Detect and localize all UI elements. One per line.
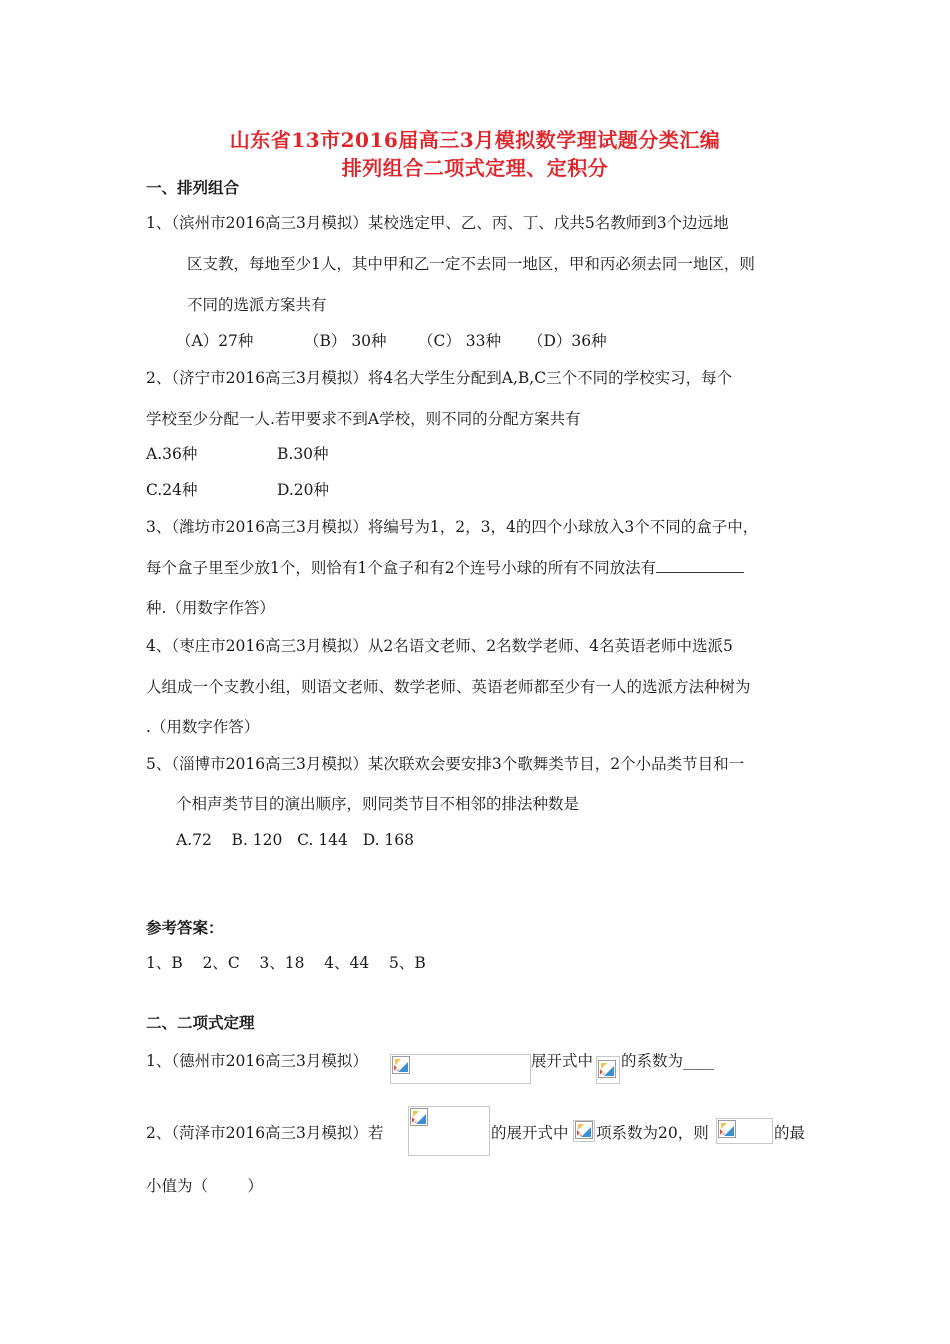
q4-line2: 人组成一个支教小组，则语文老师、数学老师、英语老师都至少有一人的选派方法种树为	[146, 678, 751, 696]
q1-option-a: （A）27种	[176, 332, 254, 350]
formula-image	[390, 1054, 531, 1084]
q1-line1: 1、（滨州市2016高三3月模拟）某校选定甲、乙、丙、丁、戊共5名教师到3个边远地	[146, 214, 729, 232]
s2-q1-prefix: 1、（德州市2016高三3月模拟）	[146, 1052, 368, 1070]
q5-line1: 5、（淄博市2016高三3月模拟）某次联欢会要安排3个歌舞类节目，2个小品类节目和一	[146, 755, 745, 773]
section2-heading: 二、二项式定理	[146, 1013, 255, 1032]
q2-option-d: D.20种	[277, 481, 330, 499]
answers-heading: 参考答案：	[146, 918, 224, 937]
s2-q1-suffix: 的系数为____	[621, 1052, 715, 1070]
broken-image-icon	[718, 1120, 736, 1138]
q1-line2: 区支教，每地至少1人，其中甲和乙一定不去同一地区，甲和丙必须去同一地区，则	[187, 255, 755, 273]
section1-heading: 一、排列组合	[146, 178, 240, 197]
broken-image-icon	[575, 1121, 593, 1139]
q3-line2: 每个盒子里至少放1个，则恰有1个盒子和有2个连号小球的所有不同放法有	[146, 558, 744, 578]
q2-option-c: C.24种	[146, 481, 198, 499]
broken-image-icon	[598, 1060, 616, 1078]
s2-q2-line2: 小值为（ ）	[146, 1177, 263, 1195]
s2-q2-mid1: 的展开式中	[491, 1124, 569, 1142]
document-title: 山东省13市2016届高三3月模拟数学理试题分类汇编	[229, 128, 721, 152]
q2-line1: 2、（济宁市2016高三3月模拟）将4名大学生分配到A,B,C三个不同的学校实习，每个	[146, 369, 733, 387]
s2-q1-mid: 展开式中	[531, 1052, 594, 1070]
q1-line3: 不同的选派方案共有	[187, 296, 327, 314]
answers-list: 1、B 2、C 3、18 4、44 5、B	[146, 954, 426, 972]
q1-option-c: （C） 33种	[418, 332, 502, 350]
q2-option-a: A.36种	[146, 445, 198, 463]
q2-option-b: B.30种	[277, 445, 329, 463]
answer-blank	[656, 558, 744, 573]
s2-q2-suffix: 的最	[774, 1124, 806, 1142]
q2-line2: 学校至少分配一人.若甲要求不到A学校，则不同的分配方案共有	[146, 410, 581, 428]
q5-options: A.72 B. 120 C. 144 D. 168	[176, 831, 415, 849]
s2-q2-prefix: 2、（菏泽市2016高三3月模拟）若	[146, 1124, 384, 1142]
q5-line2: 个相声类节目的演出顺序，则同类节目不相邻的排法种数是	[176, 795, 580, 813]
q1-option-d: （D）36种	[528, 332, 607, 350]
q3-line1: 3、（潍坊市2016高三3月模拟）将编号为1，2，3，4的四个小球放入3个不同的盒子中，	[146, 518, 759, 536]
q4-line3: .（用数字作答）	[146, 718, 260, 736]
s2-q2-mid2: 项系数为20，则	[596, 1124, 709, 1142]
document-subtitle: 排列组合二项式定理、定积分	[341, 156, 609, 180]
broken-image-icon	[392, 1056, 410, 1074]
q4-line1: 4、（枣庄市2016高三3月模拟）从2名语文老师、2名数学老师、4名英语老师中选派5	[146, 637, 733, 655]
broken-image-icon	[410, 1108, 428, 1126]
q1-option-b: （B） 30种	[304, 332, 387, 350]
q3-line3: 种.（用数字作答）	[146, 599, 275, 617]
